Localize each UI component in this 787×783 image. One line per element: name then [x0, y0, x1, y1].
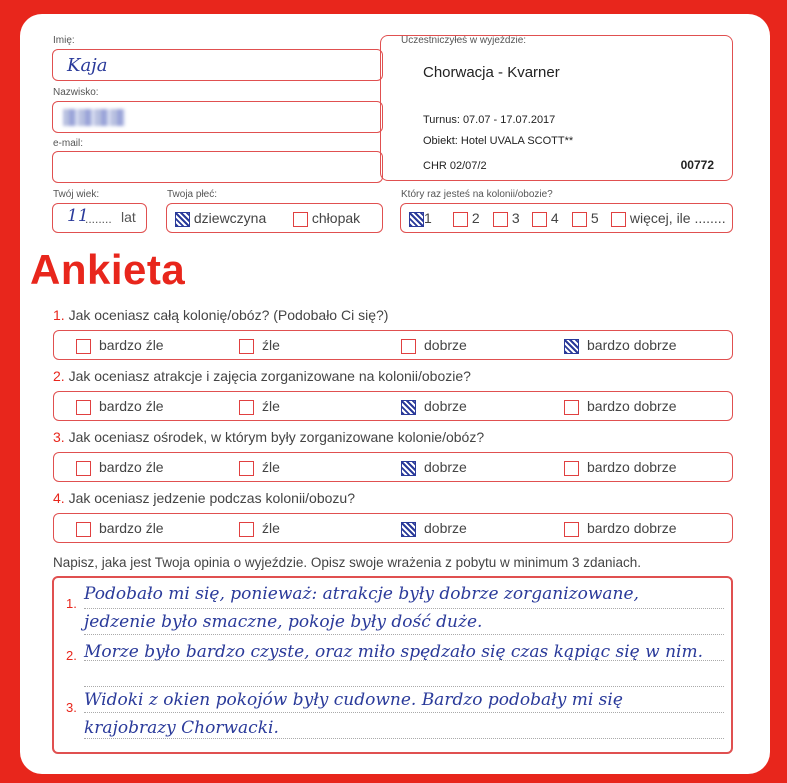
- question-1: [53, 307, 388, 323]
- checkbox-icon[interactable]: [76, 461, 91, 476]
- rating-option[interactable]: [239, 337, 280, 354]
- question-text: Jak oceniasz atrakcje i zajęcia zorganizowane na kolonii/obozie?: [68, 368, 471, 384]
- checkbox-icon[interactable]: [239, 461, 254, 476]
- rating-row-2: [53, 391, 733, 421]
- rating-label: bardzo źle: [99, 337, 164, 353]
- trip-code: CHR 02/07/2: [423, 160, 487, 172]
- question-number: 1.: [53, 307, 65, 323]
- checkbox-icon[interactable]: [564, 461, 579, 476]
- question-text: Jak oceniasz jedzenie podczas kolonii/obozu?: [68, 490, 355, 506]
- checkbox-icon[interactable]: [564, 522, 579, 537]
- checkbox-icon[interactable]: [409, 212, 424, 227]
- answer-line: Podobało mi się, ponieważ: atrakcje były dobrze zorganizowane,: [84, 584, 639, 604]
- rating-option[interactable]: [564, 459, 677, 476]
- writing-line: [84, 686, 724, 687]
- times-option-2[interactable]: 2: [453, 210, 480, 227]
- rating-option[interactable]: [564, 337, 677, 354]
- checkbox-icon[interactable]: [175, 212, 190, 227]
- times-option-more[interactable]: więcej, ile ........: [611, 210, 726, 227]
- question-text: Jak oceniasz całą kolonię/obóz? (Podobało Ci się?): [68, 307, 389, 323]
- rating-row-4: [53, 513, 733, 543]
- rating-label: dobrze: [424, 398, 467, 414]
- writing-line: [84, 608, 724, 609]
- name-label: Imię:: [53, 35, 75, 46]
- rating-option[interactable]: [239, 459, 280, 476]
- checkbox-icon[interactable]: [532, 212, 547, 227]
- answer-line: Morze było bardzo czyste, oraz miło spędzało się czas kąpiąc się w nim.: [84, 642, 703, 662]
- rating-label: bardzo źle: [99, 459, 164, 475]
- checkbox-icon[interactable]: [293, 212, 308, 227]
- rating-option[interactable]: [76, 459, 164, 476]
- rating-label: źle: [262, 520, 280, 536]
- checkbox-icon[interactable]: [239, 400, 254, 415]
- times-option-5[interactable]: 5: [572, 210, 599, 227]
- times-option-3[interactable]: 3: [493, 210, 520, 227]
- checkbox-icon[interactable]: [564, 339, 579, 354]
- times-option-4[interactable]: 4: [532, 210, 559, 227]
- page-title: Ankieta: [30, 246, 186, 293]
- rating-label: bardzo dobrze: [587, 398, 677, 414]
- rating-option[interactable]: [401, 459, 467, 476]
- trip-obiekt: Obiekt: Hotel UVALA SCOTT**: [423, 135, 574, 147]
- question-3: [53, 429, 484, 445]
- checkbox-icon[interactable]: [453, 212, 468, 227]
- writing-line: [84, 660, 724, 661]
- writing-line: [84, 634, 724, 635]
- checkbox-icon[interactable]: [611, 212, 626, 227]
- writing-line: [84, 738, 724, 739]
- times-field: [400, 203, 733, 233]
- checkbox-icon[interactable]: [401, 400, 416, 415]
- rating-label: źle: [262, 459, 280, 475]
- rating-label: bardzo źle: [99, 520, 164, 536]
- rating-option[interactable]: [239, 520, 280, 537]
- rating-label: dobrze: [424, 520, 467, 536]
- question-4: [53, 490, 355, 506]
- gender-label: Twoja płeć:: [167, 189, 218, 200]
- rating-option[interactable]: [401, 520, 467, 537]
- gender-option-girl[interactable]: dziewczyna: [175, 210, 266, 227]
- trip-turnus: Turnus: 07.07 - 17.07.2017: [423, 114, 556, 126]
- rating-label: źle: [262, 398, 280, 414]
- age-dots: ........: [85, 212, 112, 226]
- rating-label: dobrze: [424, 459, 467, 475]
- email-field[interactable]: [52, 151, 383, 183]
- rating-label: bardzo dobrze: [587, 337, 677, 353]
- rating-label: bardzo źle: [99, 398, 164, 414]
- answer-line: jedzenie było smaczne, pokoje były dość duże.: [84, 612, 483, 632]
- checkbox-icon[interactable]: [76, 400, 91, 415]
- answer-number: 2.: [66, 648, 77, 663]
- trip-label: Uczestniczyłeś w wyjeździe:: [401, 35, 527, 46]
- checkbox-icon[interactable]: [401, 522, 416, 537]
- rating-option[interactable]: [76, 398, 164, 415]
- age-field[interactable]: [52, 203, 147, 233]
- question-text: Jak oceniasz ośrodek, w którym były zorganizowane kolonie/obóz?: [68, 429, 485, 445]
- name-value: Kaja: [67, 55, 108, 76]
- trip-title: Chorwacja - Kvarner: [423, 64, 560, 81]
- question-number: 2.: [53, 368, 65, 384]
- rating-option[interactable]: [239, 398, 280, 415]
- question-number: 3.: [53, 429, 65, 445]
- opinion-prompt: Napisz, jaka jest Twoja opinia o wyjeździe. Opisz swoje wrażenia z pobytu w minimum 3 zdaniach.: [53, 555, 642, 570]
- age-unit: lat: [121, 209, 136, 225]
- answer-number: 1.: [66, 596, 77, 611]
- checkbox-icon[interactable]: [401, 461, 416, 476]
- rating-option[interactable]: [564, 398, 677, 415]
- checkbox-icon[interactable]: [76, 339, 91, 354]
- rating-option[interactable]: [76, 337, 164, 354]
- rating-label: bardzo dobrze: [587, 520, 677, 536]
- checkbox-icon[interactable]: [572, 212, 587, 227]
- checkbox-icon[interactable]: [239, 522, 254, 537]
- rating-label: bardzo dobrze: [587, 459, 677, 475]
- rating-label: źle: [262, 337, 280, 353]
- email-label: e-mail:: [53, 138, 84, 149]
- rating-label: dobrze: [424, 337, 467, 353]
- question-number: 4.: [53, 490, 65, 506]
- times-option-1[interactable]: 1: [409, 210, 432, 227]
- blurred-surname: [63, 109, 125, 126]
- writing-line: [84, 712, 724, 713]
- answer-line: krajobrazy Chorwacki.: [84, 718, 279, 738]
- name-field[interactable]: [52, 49, 383, 81]
- rating-option[interactable]: [401, 398, 467, 415]
- gender-option-boy[interactable]: chłopak: [293, 210, 360, 227]
- rating-option[interactable]: [401, 337, 467, 354]
- rating-option[interactable]: [76, 520, 164, 537]
- checkbox-icon[interactable]: [564, 400, 579, 415]
- rating-option[interactable]: [564, 520, 677, 537]
- trip-number: 00772: [680, 158, 714, 172]
- surname-field[interactable]: [52, 101, 383, 133]
- rating-row-1: [53, 330, 733, 360]
- rating-row-3: [53, 452, 733, 482]
- age-value: 11: [67, 206, 89, 226]
- checkbox-icon[interactable]: [76, 522, 91, 537]
- checkbox-icon[interactable]: [239, 339, 254, 354]
- checkbox-icon[interactable]: [493, 212, 508, 227]
- question-2: [53, 368, 471, 384]
- times-label: Który raz jesteś na kolonii/obozie?: [401, 189, 553, 200]
- answer-line: Widoki z okien pokojów były cudowne. Bardzo podobały mi się: [84, 690, 623, 710]
- age-label: Twój wiek:: [53, 189, 100, 200]
- gender-field: [166, 203, 383, 233]
- surname-label: Nazwisko:: [53, 87, 99, 98]
- answer-number: 3.: [66, 700, 77, 715]
- trip-box: [380, 35, 733, 181]
- checkbox-icon[interactable]: [401, 339, 416, 354]
